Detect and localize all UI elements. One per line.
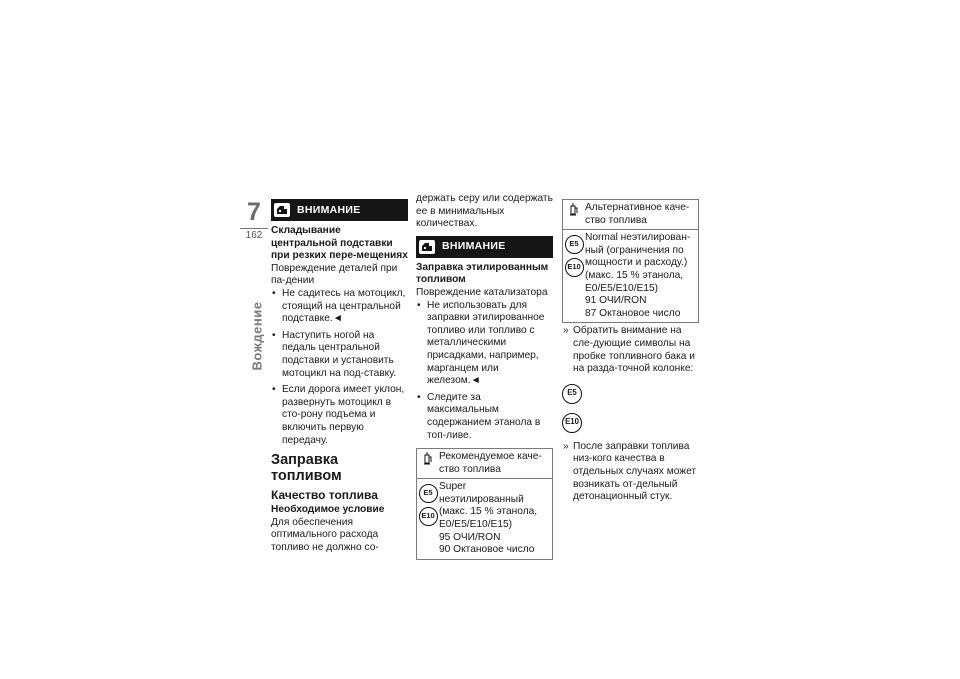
- warning-bullets: [271, 288, 408, 447]
- column-1: [271, 199, 408, 554]
- prereq-title: Необходимое условие: [271, 504, 385, 516]
- list-item: • Если дорога имеет уклон, развернуть мотоцикл в сто-рону подъема и включить первую передачу.: [271, 384, 408, 447]
- chapter-number: 7: [247, 198, 261, 226]
- fuel-type: Super неэтилированный (макс. 15 % этанола, E0/E5/E10/E15): [439, 481, 538, 531]
- prereq-text: Для обеспечения оптимального расхода топливо не должно со-: [271, 516, 379, 553]
- steps: [562, 325, 699, 375]
- fuel-octane: 90 Октановое число: [439, 544, 535, 556]
- list-item: • Не использовать для заправки этилированное топливо или топливо с металлическими присадками, например, марганцем или железом.◄: [416, 300, 553, 388]
- e5-badge-icon: E5: [565, 235, 584, 254]
- fuel-octane: 87 Октановое число: [585, 307, 681, 319]
- e10-badge-icon: E10: [565, 258, 584, 277]
- fuel-pump-icon: [569, 203, 579, 222]
- list-item: • Наступить ногой на педаль центральной подставки и установить мотоцикл на под-ставку.: [271, 330, 408, 380]
- warning-text: Повреждение деталей при па-дении: [271, 262, 398, 287]
- steps: [562, 441, 699, 504]
- list-item: » После заправки топлива низ-кого качества в отдельных случаях может возникать от-дельный детонационный стук.: [562, 441, 699, 504]
- fuel-type: Normal неэтилирован-ный (ограничения по мощности и расходу.) (макс. 15 % этанола, E0/E5/E10/E15): [585, 232, 691, 294]
- warning-text: Повреждение катализатора: [416, 286, 548, 298]
- warning-icon: [419, 240, 435, 254]
- fuel-pump-icon: [423, 452, 433, 471]
- subsection-title: Качество топлива: [271, 488, 378, 503]
- box-header: Альтернативное каче-ство топлива: [585, 202, 690, 226]
- e5-badge-icon: E5: [419, 484, 438, 503]
- warning-bullets: [416, 300, 553, 443]
- warning-label: ВНИМАНИЕ: [297, 203, 361, 216]
- section-title: Заправка топливом: [271, 452, 342, 485]
- column-2: [416, 193, 553, 560]
- column-3: [562, 199, 699, 508]
- e5-symbol-icon: E5: [562, 384, 582, 404]
- e10-symbol-icon: E10: [562, 413, 582, 433]
- warning-bar: [416, 236, 553, 258]
- warning-icon: [274, 203, 290, 217]
- e10-badge-icon: E10: [419, 507, 438, 526]
- box-header: Рекомендуемое каче-ство топлива: [439, 451, 542, 475]
- list-item: • Не садитесь на мотоцикл, стоящий на центральной подставке.◄: [271, 288, 408, 326]
- continued-text: держать серу или содержать ее в минимальных количествах.: [416, 193, 553, 230]
- fuel-quality-box: [416, 448, 553, 560]
- list-item: • Следите за максимальным содержанием этанола в топ-ливе.: [416, 392, 553, 442]
- warning-label: ВНИМАНИЕ: [442, 240, 506, 253]
- list-item: » Обратить внимание на сле-дующие символы на пробке топливного бака и на разда-точной колонке:: [562, 325, 699, 375]
- alt-fuel-quality-box: [562, 199, 699, 323]
- fuel-ron: 95 ОЧИ/RON: [439, 531, 501, 543]
- warning-bar: [271, 199, 408, 221]
- page-number: 162: [240, 228, 268, 241]
- warning-title: Складывание центральной подставки при резких пере-мещениях: [271, 225, 408, 262]
- warning-title: Заправка этилированным топливом: [416, 261, 549, 286]
- fuel-ron: 91 ОЧИ/RON: [585, 295, 647, 307]
- chapter-title: Вождение: [249, 301, 265, 371]
